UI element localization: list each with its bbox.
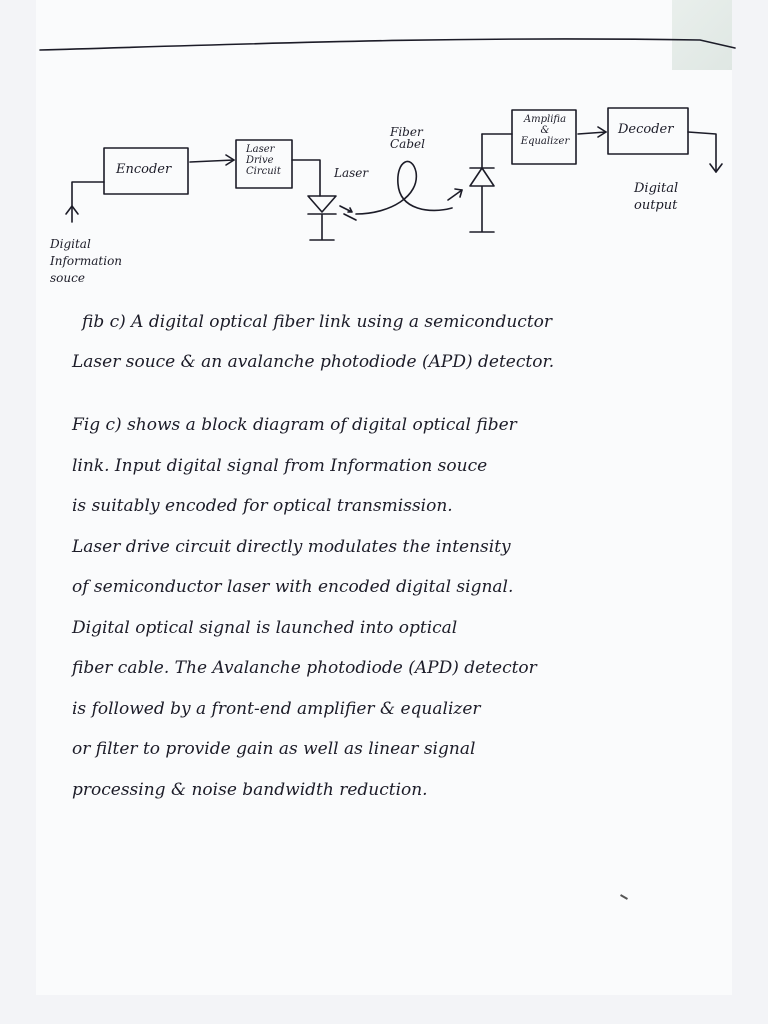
drive-to-laser-wire	[292, 160, 320, 196]
amplifier-label-line-1: Amplifia	[523, 114, 567, 125]
information-source-label-line-1: Digital	[50, 237, 91, 251]
digital-output-label	[634, 180, 678, 214]
decoder-label: Decoder	[618, 122, 674, 137]
paragraph-line: is suitably encoded for optical transmission.	[72, 496, 453, 516]
fiber-cable-label	[390, 126, 425, 150]
laser-drive-label	[246, 144, 281, 177]
laser-drive-label-line-3: Circuit	[246, 166, 281, 177]
top-margin-line	[40, 39, 735, 50]
photodiode-symbol	[470, 134, 494, 232]
paragraph-line: fiber cable. The Avalanche photodiode (APD) detector	[72, 658, 537, 678]
caption-line: fib c) A digital optical fiber link using a semiconductor	[82, 312, 553, 332]
paragraph-line: Fig c) shows a block diagram of digital optical fiber	[72, 415, 517, 435]
amplifier-equalizer-label	[516, 114, 574, 147]
digital-output-label-line-2: output	[634, 198, 678, 213]
paragraph-line: is followed by a front-end amplifier & equalizer	[72, 698, 481, 719]
laser-drive-label-line-2: Drive	[246, 155, 274, 166]
encoder-to-drive-arrow	[190, 160, 234, 162]
caption-line: Laser souce & an avalanche photodiode (APD) detector.	[72, 352, 555, 372]
paragraph-line: of semiconductor laser with encoded digital signal.	[72, 577, 514, 597]
digital-output-label-line-1: Digital	[634, 181, 679, 196]
input-arrow	[72, 182, 104, 222]
laser-diode-symbol	[308, 196, 336, 240]
information-source-label-line-2: Information	[50, 254, 123, 268]
paragraph-line: Laser drive circuit directly modulates the intensity	[72, 536, 511, 557]
paragraph-line: processing & noise bandwidth reduction.	[72, 779, 428, 800]
figure-caption	[72, 302, 712, 382]
description-paragraph	[72, 405, 712, 810]
laser-drive-label-line-1: Laser	[246, 144, 275, 155]
fiber-cable-curve	[356, 162, 452, 214]
information-source-label	[50, 236, 122, 287]
paragraph-line: Digital optical signal is launched into optical	[72, 617, 458, 638]
paragraph-line: or filter to provide gain as well as linear signal	[72, 739, 476, 759]
paragraph-line: link. Input digital signal from Information souce	[72, 455, 488, 476]
laser-label: Laser	[334, 166, 369, 180]
information-source-label-line-3: souce	[50, 271, 85, 285]
fiber-cable-label-line-2: Cabel	[390, 137, 425, 151]
fiber-cable-label-line-1: Fiber	[390, 125, 423, 139]
amplifier-label-line-3: Equalizer	[520, 136, 570, 147]
amplifier-label-line-2: &	[540, 125, 550, 136]
encoder-label: Encoder	[116, 162, 172, 177]
laser-emission-arrows	[340, 206, 356, 220]
